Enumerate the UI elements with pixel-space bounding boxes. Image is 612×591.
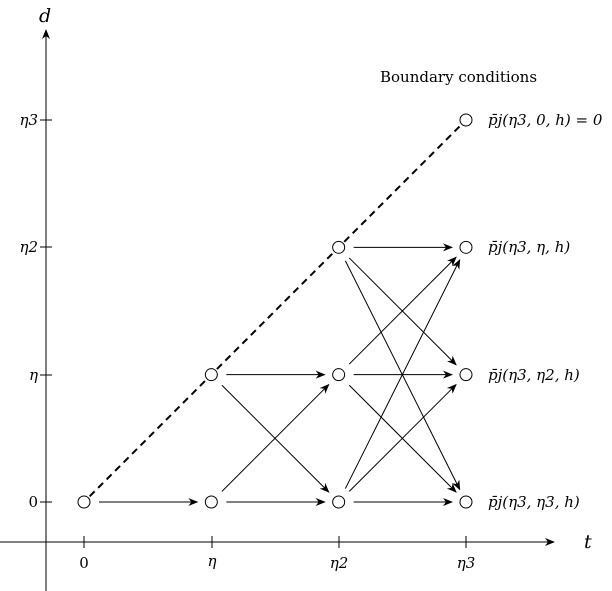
edges-layer	[90, 126, 461, 502]
state-node	[460, 496, 472, 508]
x-tick-label: η2	[329, 554, 349, 572]
y-tick-label: η	[29, 366, 38, 384]
state-node	[205, 496, 217, 508]
state-node	[78, 496, 90, 508]
state-node	[333, 241, 345, 253]
transition-arrow	[222, 385, 329, 492]
y-tick-label: η2	[19, 238, 38, 256]
x-tick-label: η	[207, 552, 217, 570]
state-node	[460, 369, 472, 381]
boundary-label: p̄j(η3, 0, h) = 0	[488, 111, 603, 129]
y-axis-label: d	[39, 5, 52, 27]
boundary-conditions-header: Boundary conditions	[380, 68, 538, 86]
state-node	[205, 369, 217, 381]
x-tick-label: η3	[456, 554, 476, 572]
state-node	[333, 369, 345, 381]
state-node	[460, 114, 472, 126]
y-tick-label: η3	[19, 111, 38, 129]
boundary-label: p̄j(η3, η2, h)	[488, 366, 580, 384]
x-tick-label: 0	[79, 554, 89, 572]
boundary-label: p̄j(η3, η, h)	[488, 238, 571, 256]
state-node	[460, 241, 472, 253]
transition-arrow	[349, 258, 456, 365]
y-tick-label: 0	[28, 493, 38, 511]
transition-arrow	[349, 385, 456, 492]
state-node	[333, 496, 345, 508]
x-axis-label: t	[584, 531, 592, 553]
boundary-label: p̄j(η3, η3, h)	[488, 493, 580, 511]
